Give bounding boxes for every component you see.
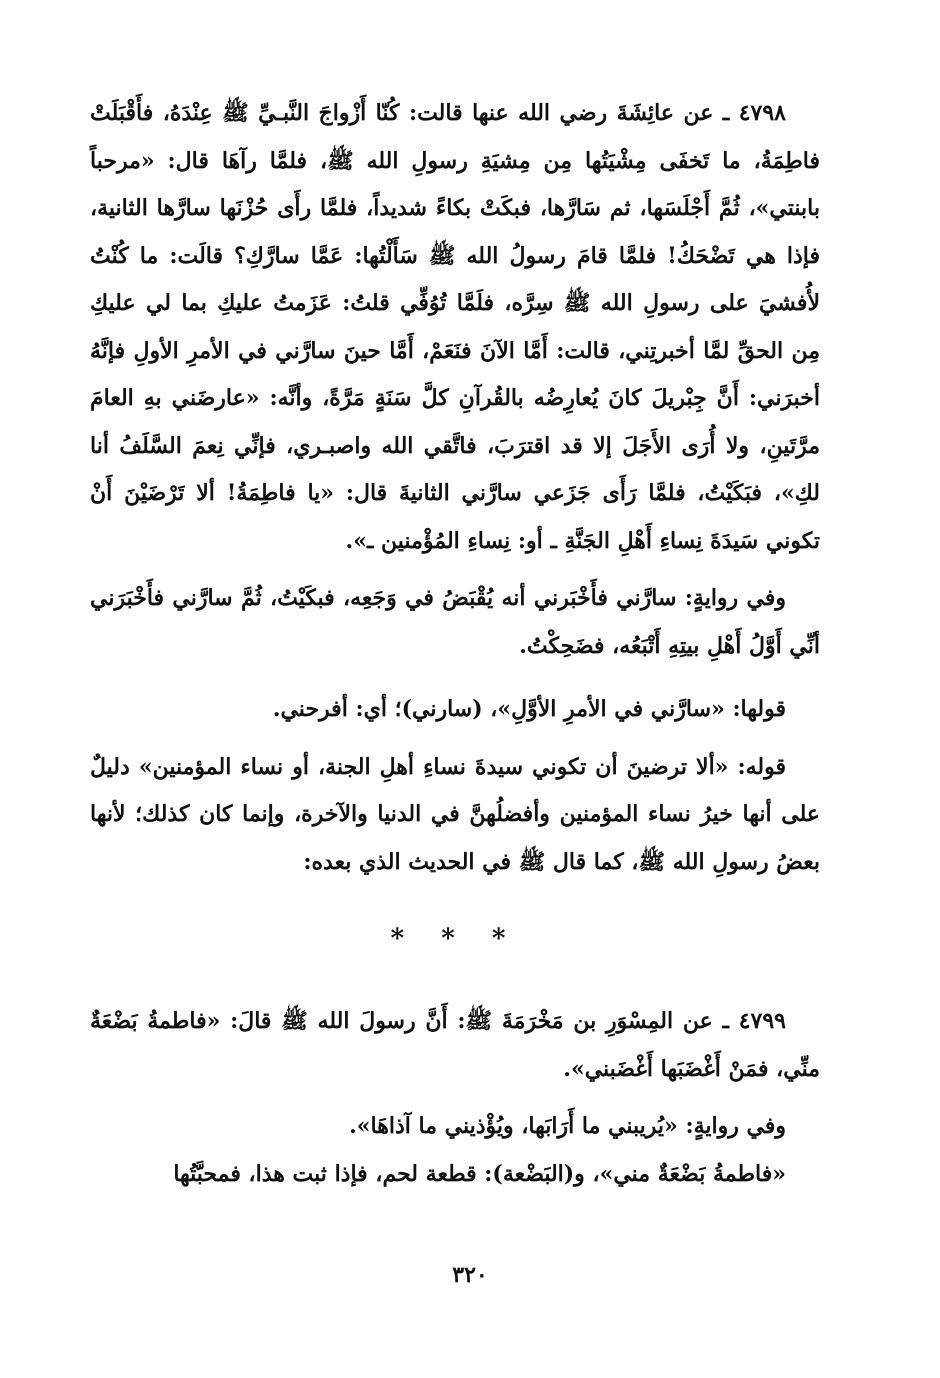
hadith-4798-comment-1: قولها: «سارَّني في الأمرِ الأوَّلِ»، (سارني)؛ أي: أفرحني. <box>272 696 786 722</box>
page-body <box>90 90 820 1198</box>
hadith-4798-comment-2: قوله: «ألا ترضينَ أن تكوني سيدةَ نساءِ أهلِ الجنة، أو نساء المؤمنين» دليلٌ على أنها خيرُ نساء المؤمنين وأفضلُهنَّ في الدنيا والآخرة، وإنما كان كذلك؛ لأنها بعضُ رسولِ الله ﷺ، كما قال ﷺ في الحديث الذي بعده: <box>90 753 820 875</box>
section-separator: * * * <box>390 924 520 954</box>
hadith-4799-comment-start: «فاطمةُ بَضْعَةٌ مني»، و(البَضْعة): قطعة لحم، فإذا ثبت هذا، فمحبَّتُها <box>173 1160 786 1187</box>
hadith-4798-text: ٤٧٩٨ ـ عن عائِشَةَ رضي الله عنها قالت: كُنّا أَزْواجَ النَّبـيِّ ﷺ عِنْدَهُ، فأَقْبَلَتْ فاطِمَةُ، ما تَخفَى مِشْيَتُها مِن مِشيَةِ رسولِ الله ﷺ، فلمَّا رآهَا قال: «مرحباً بابنتي»، ثُمَّ أَجْلَسَها، ثم سَارَّها، فبكَتْ بكاءً شديداً، فلمَّا رأَى حُزْنَها سارَّها الثانية، فإذا هي تَضْحَكُ! فلمَّا قامَ رسولُ الله ﷺ سَأَلْتُها: عَمَّا سارَّكِ؟ قالَت: ما كُنْتُ لأُفشيَ على رسولِ الله ﷺ سِرَّه، فلَمَّا تُوُفِّي قلتُ: عَزَمتُ عليكِ بما لي عليكِ مِن الحقِّ لمَّا أخبرتِني، قالت: أَمَّا الآنَ فنَعَمْ، أَمَّا حينَ سارَّني في الأمرِ الأولِ فإنَّهُ أخبرَني: أَنَّ جِبْريلَ كانَ يُعارِضُه بالقُرآنِ كلَّ سَنَةٍ مَرَّةً، وأنَّه: «عارضَني بهِ العامَ مرَّتَينِ، ولا أُرَى الأَجَلَ إلا قد اقترَبَ، فاتَّقي الله واصبـري، فإنِّي نِعمَ السَّلَفُ أنا لكِ»، فبَكَيْتُ، فلمَّا رَأَى جَزَعي سارَّني الثانيةَ قال: «يا فاطِمَةُ! ألا تَرْضَيْنَ أَنْ تكوني سَيدَةَ نِساءِ أَهْلِ الجَنَّةِ ـ أو: نِساءِ المُؤْمنين ـ». <box>90 100 820 554</box>
hadith-4799-text: ٤٧٩٩ ـ عن المِسْوَرِ بن مَخْرَمَةَ ﷺ: أَنَّ رسولَ الله ﷺ قالَ: «فاطمةُ بَضْعَةٌ منِّي، فمَنْ أَغْضَبَها أَغْضَبني». <box>90 1008 820 1082</box>
spacer <box>90 670 820 686</box>
spacer <box>90 734 820 744</box>
spacer <box>90 565 820 575</box>
page-number: ٣٢٠ <box>452 1262 488 1288</box>
hadith-4799-riwaya: وفي روايةٍ: «يُريبني ما أَرَابَها، ويُؤْذيني ما آذاهَا». <box>349 1113 786 1139</box>
spacer <box>90 1093 820 1103</box>
hadith-4798-riwaya: وفي روايةٍ: سارَّني فأَخْبَرني أنه يُقْبَضُ في وَجَعِه، فبكَيْتُ، ثُمَّ سارَّني فأَخْبَرَني أنِّي أَوَّلُ أَهْلِ بيتِهِ أَتْبَعُه، فضَحِكْتُ. <box>90 585 820 659</box>
